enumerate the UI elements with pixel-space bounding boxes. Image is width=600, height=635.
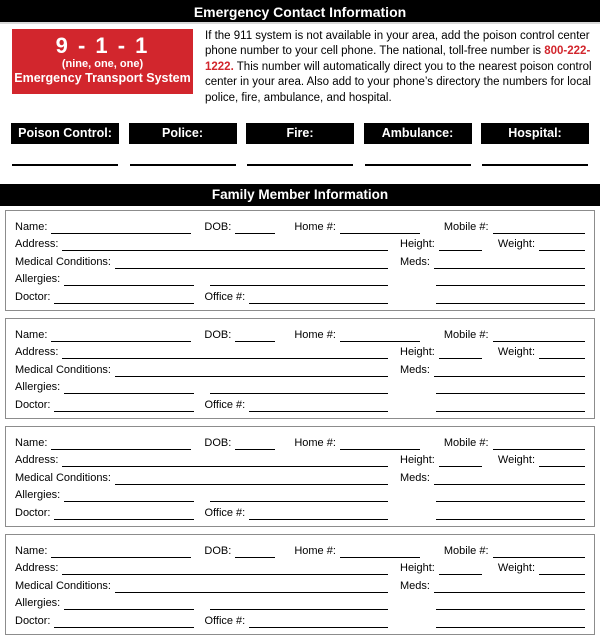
medical-conditions-row bbox=[15, 467, 585, 485]
height-blank-line[interactable] bbox=[439, 571, 482, 575]
weight-label: Weight: bbox=[497, 454, 535, 467]
home-phone-blank-line[interactable] bbox=[340, 446, 420, 450]
address-label: Address: bbox=[15, 562, 59, 575]
medical-conditions-label: Medical Conditions: bbox=[15, 363, 111, 376]
office-phone-blank-line[interactable] bbox=[249, 300, 388, 304]
hospital-blank-line[interactable] bbox=[482, 164, 588, 166]
home-phone-blank-line[interactable] bbox=[340, 230, 420, 234]
allergies-label: Allergies: bbox=[15, 381, 61, 394]
home-phone-label: Home #: bbox=[294, 220, 336, 233]
mobile-phone-label: Mobile #: bbox=[443, 544, 489, 557]
meds-blank-line[interactable] bbox=[434, 265, 585, 269]
meds-continuation-line-1[interactable] bbox=[436, 282, 585, 286]
allergies-continuation-line[interactable] bbox=[210, 498, 388, 502]
hospital-label: Hospital: bbox=[481, 123, 589, 144]
dob-blank-line[interactable] bbox=[235, 230, 275, 234]
ambulance-label: Ambulance: bbox=[364, 123, 472, 144]
allergies-label: Allergies: bbox=[15, 597, 61, 610]
doctor-row bbox=[15, 502, 585, 520]
police-blank-line[interactable] bbox=[130, 164, 236, 166]
name-blank-line[interactable] bbox=[51, 230, 191, 234]
name-row bbox=[15, 216, 585, 234]
home-phone-blank-line[interactable] bbox=[340, 338, 420, 342]
fire-blank-line[interactable] bbox=[247, 164, 353, 166]
name-blank-line[interactable] bbox=[51, 338, 191, 342]
mobile-phone-blank-line[interactable] bbox=[493, 230, 585, 234]
medical-conditions-row bbox=[15, 359, 585, 377]
medical-conditions-blank-line[interactable] bbox=[115, 589, 388, 593]
meds-label: Meds: bbox=[400, 255, 430, 268]
medical-conditions-blank-line[interactable] bbox=[115, 481, 388, 485]
emergency-contacts-blank-row bbox=[12, 164, 588, 166]
family-member-block bbox=[5, 318, 595, 419]
address-blank-line[interactable] bbox=[62, 463, 388, 467]
weight-label: Weight: bbox=[497, 562, 535, 575]
doctor-label: Doctor: bbox=[15, 291, 51, 303]
address-row bbox=[15, 342, 585, 360]
medical-conditions-label: Medical Conditions: bbox=[15, 471, 111, 484]
police-label: Police: bbox=[129, 123, 237, 144]
meds-label: Meds: bbox=[400, 579, 430, 592]
allergies-row bbox=[15, 377, 585, 395]
mobile-phone-label: Mobile #: bbox=[443, 220, 489, 233]
fire-label: Fire: bbox=[246, 123, 354, 144]
instructions-text-before: If the 911 system is not available in your area, add the poison control center phone number to your cell phone. The national, toll-free number is bbox=[205, 30, 590, 58]
meds-continuation-line-2[interactable] bbox=[436, 408, 585, 412]
weight-label: Weight: bbox=[497, 346, 535, 359]
name-blank-line[interactable] bbox=[51, 446, 191, 450]
address-label: Address: bbox=[15, 238, 59, 251]
meds-continuation-line-1[interactable] bbox=[436, 390, 585, 394]
dob-blank-line[interactable] bbox=[235, 554, 275, 558]
office-phone-label: Office #: bbox=[204, 614, 246, 627]
address-blank-line[interactable] bbox=[62, 247, 388, 251]
instructions-paragraph bbox=[205, 29, 592, 106]
intro-section bbox=[12, 29, 592, 106]
mobile-phone-blank-line[interactable] bbox=[493, 338, 585, 342]
family-member-block bbox=[5, 534, 595, 635]
911-subtitle: (nine, one, one) bbox=[61, 58, 144, 70]
office-phone-blank-line[interactable] bbox=[249, 516, 388, 520]
emergency-contacts-label-row bbox=[11, 123, 589, 144]
family-member-title: Family Member Information bbox=[211, 187, 389, 203]
meds-label: Meds: bbox=[400, 363, 430, 376]
meds-blank-line[interactable] bbox=[434, 589, 585, 593]
home-phone-label: Home #: bbox=[294, 544, 336, 557]
office-phone-label: Office #: bbox=[204, 506, 246, 519]
height-label: Height: bbox=[400, 346, 435, 359]
office-phone-label: Office #: bbox=[204, 398, 246, 411]
dob-label: DOB: bbox=[204, 220, 232, 233]
family-member-header-bar bbox=[0, 184, 600, 206]
home-phone-blank-line[interactable] bbox=[340, 554, 420, 558]
911-caption: Emergency Transport System bbox=[14, 71, 191, 85]
dob-label: DOB: bbox=[204, 544, 232, 557]
weight-blank-line[interactable] bbox=[539, 355, 585, 359]
address-row bbox=[15, 558, 585, 576]
address-label: Address: bbox=[15, 346, 59, 359]
weight-label: Weight: bbox=[497, 238, 535, 251]
address-blank-line[interactable] bbox=[62, 355, 388, 359]
doctor-blank-line[interactable] bbox=[54, 300, 194, 304]
emergency-contact-header-bar bbox=[0, 0, 600, 24]
name-row bbox=[15, 540, 585, 558]
meds-label: Meds: bbox=[400, 471, 430, 484]
mobile-phone-blank-line[interactable] bbox=[493, 446, 585, 450]
dob-label: DOB: bbox=[204, 436, 232, 449]
height-label: Height: bbox=[400, 454, 435, 467]
height-blank-line[interactable] bbox=[439, 355, 482, 359]
medical-conditions-row bbox=[15, 251, 585, 269]
medical-conditions-label: Medical Conditions: bbox=[15, 255, 111, 268]
name-label: Name: bbox=[15, 544, 48, 557]
allergies-row bbox=[15, 485, 585, 503]
doctor-label: Doctor: bbox=[15, 614, 51, 627]
height-label: Height: bbox=[400, 562, 435, 575]
allergies-row bbox=[15, 269, 585, 287]
mobile-phone-blank-line[interactable] bbox=[493, 554, 585, 558]
weight-blank-line[interactable] bbox=[539, 463, 585, 467]
address-row bbox=[15, 234, 585, 252]
medical-conditions-blank-line[interactable] bbox=[115, 265, 388, 269]
home-phone-label: Home #: bbox=[294, 328, 336, 341]
address-label: Address: bbox=[15, 454, 59, 467]
meds-blank-line[interactable] bbox=[434, 373, 585, 377]
name-label: Name: bbox=[15, 328, 48, 341]
allergies-blank-line[interactable] bbox=[64, 498, 194, 502]
office-phone-label: Office #: bbox=[204, 291, 246, 303]
allergies-blank-line[interactable] bbox=[64, 390, 194, 394]
doctor-row bbox=[15, 610, 585, 628]
doctor-label: Doctor: bbox=[15, 398, 51, 411]
meds-continuation-line-2[interactable] bbox=[436, 516, 585, 520]
family-member-block bbox=[5, 210, 595, 311]
allergies-blank-line[interactable] bbox=[64, 282, 194, 286]
medical-conditions-blank-line[interactable] bbox=[115, 373, 388, 377]
ambulance-blank-line[interactable] bbox=[365, 164, 471, 166]
dob-label: DOB: bbox=[204, 328, 232, 341]
office-phone-blank-line[interactable] bbox=[249, 624, 388, 628]
allergies-continuation-line[interactable] bbox=[210, 606, 388, 610]
medical-conditions-row bbox=[15, 575, 585, 593]
name-label: Name: bbox=[15, 436, 48, 449]
allergies-label: Allergies: bbox=[15, 273, 61, 286]
medical-conditions-label: Medical Conditions: bbox=[15, 579, 111, 592]
home-phone-label: Home #: bbox=[294, 436, 336, 449]
address-row bbox=[15, 450, 585, 468]
doctor-blank-line[interactable] bbox=[54, 408, 194, 412]
mobile-phone-label: Mobile #: bbox=[443, 328, 489, 341]
meds-blank-line[interactable] bbox=[434, 481, 585, 485]
family-member-blocks bbox=[0, 210, 600, 635]
doctor-blank-line[interactable] bbox=[54, 624, 194, 628]
allergies-continuation-line[interactable] bbox=[210, 390, 388, 394]
name-row bbox=[15, 324, 585, 342]
emergency-contact-title: Emergency Contact Information bbox=[193, 4, 407, 20]
allergies-blank-line[interactable] bbox=[64, 606, 194, 610]
instructions-text-after: This number will automatically direct you to the nearest poison control center in your area. Also add to your phone’s directory the numbers for local police, fire, ambulance, and hospital. bbox=[205, 60, 592, 104]
allergies-row bbox=[15, 593, 585, 611]
dob-blank-line[interactable] bbox=[235, 446, 275, 450]
weight-blank-line[interactable] bbox=[539, 571, 585, 575]
doctor-row bbox=[15, 394, 585, 412]
poison-control-label: Poison Control: bbox=[11, 123, 119, 144]
name-blank-line[interactable] bbox=[51, 554, 191, 558]
meds-continuation-line-1[interactable] bbox=[436, 606, 585, 610]
allergies-continuation-line[interactable] bbox=[210, 282, 388, 286]
height-blank-line[interactable] bbox=[439, 463, 482, 467]
doctor-blank-line[interactable] bbox=[54, 516, 194, 520]
allergies-label: Allergies: bbox=[15, 489, 61, 502]
family-member-block bbox=[5, 426, 595, 527]
weight-blank-line[interactable] bbox=[539, 247, 585, 251]
doctor-label: Doctor: bbox=[15, 506, 51, 519]
poison-control-phone-number: 800-222-1222. bbox=[205, 45, 591, 73]
name-label: Name: bbox=[15, 220, 48, 233]
address-blank-line[interactable] bbox=[62, 571, 388, 575]
name-row bbox=[15, 432, 585, 450]
mobile-phone-label: Mobile #: bbox=[443, 436, 489, 449]
height-label: Height: bbox=[400, 238, 435, 251]
doctor-row bbox=[15, 286, 585, 304]
poison-control-blank-line[interactable] bbox=[12, 164, 118, 166]
911-badge bbox=[12, 29, 193, 94]
meds-continuation-line-2[interactable] bbox=[436, 624, 585, 628]
meds-continuation-line-1[interactable] bbox=[436, 498, 585, 502]
office-phone-blank-line[interactable] bbox=[249, 408, 388, 412]
911-number: 9 - 1 - 1 bbox=[55, 33, 150, 58]
meds-continuation-line-2[interactable] bbox=[436, 300, 585, 304]
height-blank-line[interactable] bbox=[439, 247, 482, 251]
dob-blank-line[interactable] bbox=[235, 338, 275, 342]
